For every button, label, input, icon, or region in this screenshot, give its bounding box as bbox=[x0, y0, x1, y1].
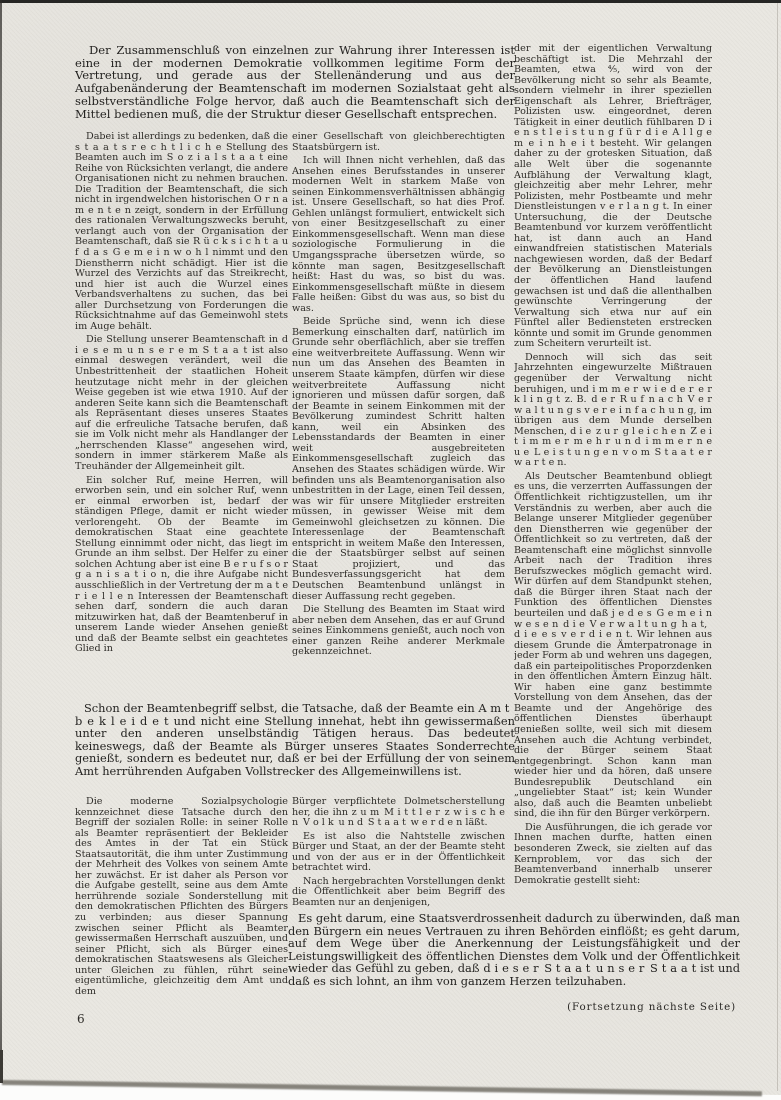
paragraph: Die Stellung unserer Beamtenschaft in d i e s e m u n s e r e m S t a a t ist also einmal deswegen verändert, weil die Unbestrittenheit der staatlichen Hoheit heutzutage nicht mehr in der gleichen Weise gegeben ist wie etwa 1910. Auf der anderen Seite kann sich die Beamtenschaft als Repräsentant dieses unseres Staates auf die erfreuliche Tatsache berufen, daß sie im Volk nicht mehr als Handlanger der „herrschenden Klasse“ angesehen wird, sondern in immer stärkerem Maße als Treuhänder der Allgemeinheit gilt. bbox=[75, 334, 288, 472]
page-top-edge-line bbox=[0, 0, 781, 3]
emphasis-paragraph-amt bbox=[75, 702, 515, 777]
page-number: 6 bbox=[77, 1012, 85, 1026]
emphasis-paragraph-staat bbox=[288, 912, 740, 987]
column-left-lower bbox=[75, 797, 288, 1007]
paragraph: Es ist also die Nahtstelle zwischen Bürger und Staat, an der der Beamte steht und von der aus er in der Öffentlichkeit betrachtet wird. bbox=[292, 830, 505, 874]
paragraph: Die Ausführungen, die ich gerade vor Ihnen machen durfte, hatten einen besonderen Zweck, sie zielten auf das Kernproblem, vor das sich der Beamtenverband innerhalb unserer Demokratie gestellt sieht: bbox=[514, 821, 712, 886]
paragraph: Als Deutscher Beamtenbund obliegt es uns, die verzerrten Auffassungen der Öffentlichkeit richtigzustellen, um ihr Verständnis zu werben, aber auch die Belange unserer Mitglieder gegenüber den Dienstherren wie gegenüber der Öffentlichkeit so zu vertreten, daß der Beamtenschaft eine möglichst sinnvolle Arbeit nach der Tradition ihres Berufszweckes möglich gemacht wird. Wir dürfen auf dem Standpunkt stehen, daß die Bürger ihren Staat nach der Funktion des öffentlichen Dienstes beurteilen und daß j e d e s G e m e i n w e s e n d i e V e r w a l t u n g h a t, d i e e s v e r d i e n t. Wir lehnen aus diesem Grunde die Ämterpatronage in jeder Form ab und wehren uns dagegen, daß ein parteipolitisches Proporzdenken in den öffentlichen Ämtern Einzug hält. Wir haben eine ganz bestimmte Vorstellung von dem Ansehen, das der Beamte und der Angehörige des öffentlichen Dienstes überhaupt genießen sollte, weil sich mit diesem Ansehen auch die Achtung verbindet, die der Bürger seinem Staat entgegenbringt. Schon kann man wieder hier und da hören, daß unsere Bundesrepublik Deutschland ein „ungeliebter Staat“ ist; kein Wunder also, daß auch die Beamten unbeliebt sind, die ihn für den Bürger verkörpern. bbox=[514, 470, 712, 820]
lead-paragraph bbox=[75, 44, 515, 120]
emphasis-paragraph-amt-text: Schon der Beamtenbegriff selbst, die Tatsache, daß der Beamte ein A m t b e k l e i d e t und nicht eine Stellung innehat, hebt ihn gewissermaßen unter den anderen unselbständig Tätigen heraus. Das bedeutet keineswegs, daß der Beamte als Bürger unseres Staates Sonderrechte genießt, sondern es bedeutet nur, daß er bei der Erfüllung der von seinem Amt herrührenden Aufgaben Vollstrecker des Allgemeinwillens ist. bbox=[75, 701, 515, 778]
column-middle-upper bbox=[292, 132, 505, 701]
column-right bbox=[514, 44, 712, 906]
paragraph: Beide Sprüche sind, wenn ich diese Bemerkung einschalten darf, natürlich im Grunde sehr oberflächlich, aber sie treffen eine weitverbreitete Auffassung. Wenn wir nun um das Ansehen des Beamten in unserem Staate kämpfen, dürfen wir diese weitverbreitete Auffassung nicht ignorieren und müssen dafür sorgen, daß der Beamte in seinem Einkommen mit der Bevölkerung zumindest Schritt halten kann, weil ein Absinken des Lebensstandards der Beamten in einer weit ausgebreiteten Einkommensgesellschaft zugleich das Ansehen des Staates schädigen würde. Wir befinden uns als Beamtenorganisation also unbestritten in der Lage, einen Teil dessen, was wir für unsere Mitglieder erstreiten müssen, in gewisser Weise mit dem Gemeinwohl gleichsetzen zu können. Die Interessenlage der Beamtenschaft entspricht in weitem Maße den Interessen, die der Staatsbürger selbst auf seinen Staat projiziert, und das Bundesverfassungsgericht hat dem Deutschen Beamtenbund unlängst in dieser Auffassung recht gegeben. bbox=[292, 316, 505, 602]
page-left-edge-line bbox=[0, 0, 2, 1082]
paragraph: Dabei ist allerdings zu bedenken, daß die s t a a t s r e c h t l i c h e Stellung des Beamten auch im S o z i a l s t a a t eine Reihe von Rücksichten verlangt, die andere Organisationen nicht zu nehmen brauchen. Die Tradition der Beamtenschaft, die sich nicht in irgendwelchen historischen O r n a m e n t e n zeigt, sondern in der Erfüllung des rationalen Verwaltungszwecks beruht, verlangt auch von der Organisation der Beamtenschaft, daß sie R ü c k s i c h t a u f d a s G e m e i n w o h l nimmt und den Dienstherrn nicht schädigt. Hier ist die Wurzel des Verzichts auf das Streikrecht, und hier ist auch die Wurzel eines Verbandsverhaltens zu suchen, das bei aller Durchsetzung von Forderungen die Rücksichtnahme auf das Gemeinwohl stets im Auge behält. bbox=[75, 132, 288, 332]
paragraph: Dennoch will sich das seit Jahrzehnten eingewurzelte Mißtrauen gegenüber der Verwaltung nicht beruhigen, und i m m e r w i e d e r e r k l i n g t z. B. d e r R u f n a c h V e r w a l t u n g s v e r e i n f a c h u n g, im übrigen aus dem Munde derselben Menschen, d i e z u r g l e i c h e n Z e i t i m m e r m e h r u n d i m m e r n e u e L e i s t u n g e n v o m S t a a t e r w a r t e n. bbox=[514, 351, 712, 469]
page-corner-mark bbox=[0, 1050, 3, 1083]
page-right-edge-line bbox=[777, 3, 778, 1091]
paragraph: der mit der eigentlichen Verwaltung beschäftigt ist. Die Mehrzahl der Beamten, etwa ⁴⁄₅, wird von der Bevölkerung nicht so sehr als Beamte, sondern vielmehr in ihrer speziellen Eigenschaft als Lehrer, Briefträger, Polizisten usw. eingeordnet, deren Tätigkeit in einer deutlich fühlbaren D i e n s t l e i s t u n g f ü r d i e A l l g e m e i n h e i t besteht. Wir gelangen daher zu der grotesken Situation, daß alle Welt über die sogenannte Aufblähung der Verwaltung klagt, gleichzeitig aber mehr Lehrer, mehr Polizisten, mehr Postbeamte und mehr Dienstleistungen v e r l a n g t. In einer Untersuchung, die der Deutsche Beamtenbund vor kurzem veröffentlicht hat, ist dann auch an Hand einwandfreien statistischen Materials nachgewiesen worden, daß der Bedarf der Bevölkerung an Dienstleistungen der öffentlichen Hand laufend gewachsen ist und daß die allenthalben gewünschte Verringerung der Verwaltung sich etwa nur auf ein Fünftel aller Bediensteten erstrecken könnte und somit im Grunde genommen zum Scheitern verurteilt ist. bbox=[514, 44, 712, 350]
lead-paragraph-text: Der Zusammenschluß von einzelnen zur Wahrung ihrer Interessen ist eine in der modernen Demokratie vollkommen legitime Form der Vertretung, und gerade aus der Stellenänderung und aus der Aufgabenänderung der Beamtenschaft im modernen Sozialstaat geht als selbstverständliche Folge hervor, daß auch die Beamtenschaft sich der Mittel bedienen muß, die der Struktur dieser Gesellschaft entsprechen. bbox=[75, 43, 515, 121]
continuation-note: (Fortsetzung nächste Seite) bbox=[567, 1001, 736, 1013]
paragraph: Bürger verpflichtete Dolmetscherstellung her, die ihn z u m M i t t l e r z w i s c h e n V o l k u n d S t a a t w e r d e n läßt. bbox=[292, 797, 505, 829]
paragraph: Nach hergebrachten Vorstellungen denkt die Öffentlichkeit aber beim Begriff des Beamten nur an denjenigen, bbox=[292, 875, 505, 908]
column-left-upper bbox=[75, 132, 288, 701]
emphasis-paragraph-staat-text: Es geht darum, eine Staatsverdrossenheit dadurch zu überwinden, daß man den Bürgern ein neues Vertrauen zu ihren Behörden einflößt; es geht darum, auf dem Wege über die Anerkennung der Leistungsfähigkeit und der Leistungswilligkeit des öffentlichen Dienstes dem Volk und der Öffentlichkeit wieder das Gefühl zu geben, daß d i e s e r S t a a t u n s e r S t a a t ist und daß es sich lohnt, an ihm von ganzem Herzen teilzuhaben. bbox=[288, 911, 740, 988]
paragraph: Ein solcher Ruf, meine Herren, will erworben sein, und ein solcher Ruf, wenn er einmal erworben ist, bedarf der ständigen Pflege, damit er nicht wieder verlorengeht. Ob der Beamte im demokratischen Staat eine geachtete Stellung einnimmt oder nicht, das liegt im Grunde an ihm selbst. Der Helfer zu einer solchen Achtung aber ist eine B e r u f s o r g a n i s a t i o n, die ihre Aufgabe nicht ausschließlich in der Vertretung der m a t e r i e l l e n Interessen der Beamtenschaft sehen darf, sondern die auch daran mitzuwirken hat, daß der Beamtenberuf in unserem Lande wieder Ansehen genießt und daß der Beamte selbst ein geachtetes Glied in bbox=[75, 474, 288, 655]
paragraph: Die moderne Sozialpsychologie kennzeichnet diese Tatsache durch den Begriff der sozialen Rolle: in seiner Rolle als Beamter repräsentiert der Bekleider des Amtes in der Tat ein Stück Staatsautorität, die ihm unter Zustimmung der Mehrheit des Volkes von seinem Amte her zuwächst. Er ist daher als Person vor die Aufgabe gestellt, seine aus dem Amte herrührende soziale Sonderstellung mit den demokratischen Pflichten des Bürgers zu verbinden; aus dieser Spannung zwischen seiner Pflicht als Beamter gewissermaßen Herrschaft auszuüben, und seiner Pflicht, sich als Bürger eines demokratischen Staatswesens als Gleicher unter Gleichen zu fühlen, rührt seine eigentümliche, gleichzeitig dem Amt und dem bbox=[75, 797, 288, 997]
paragraph: Die Stellung des Beamten im Staat wird aber neben dem Ansehen, das er auf Grund seines Einkommens genießt, auch noch von einer ganzen Reihe anderer Merkmale gekennzeichnet. bbox=[292, 604, 505, 658]
column-middle-lower bbox=[292, 797, 505, 911]
paragraph: einer Gesellschaft von gleichberechtigten Staatsbürgern ist. bbox=[292, 132, 505, 153]
paragraph: Ich will Ihnen nicht verhehlen, daß das Ansehen eines Berufsstandes in unserer modernen Welt in starkem Maße von seinen Einkommensverhältnissen abhängig ist. Unsere Gesellschaft, so hat dies Prof. Gehlen unlängst formuliert, entwickelt sich von einer Besitzgesellschaft zu einer Einkommensgesellschaft. Wenn man diese soziologische Formulierung in die Umgangssprache übersetzen würde, so könnte man sagen, Besitzgesellschaft heißt: Hast du was, so bist du was. Einkommensgesellschaft müßte in diesem Falle heißen: Gibst du was aus, so bist du was. bbox=[292, 155, 505, 314]
